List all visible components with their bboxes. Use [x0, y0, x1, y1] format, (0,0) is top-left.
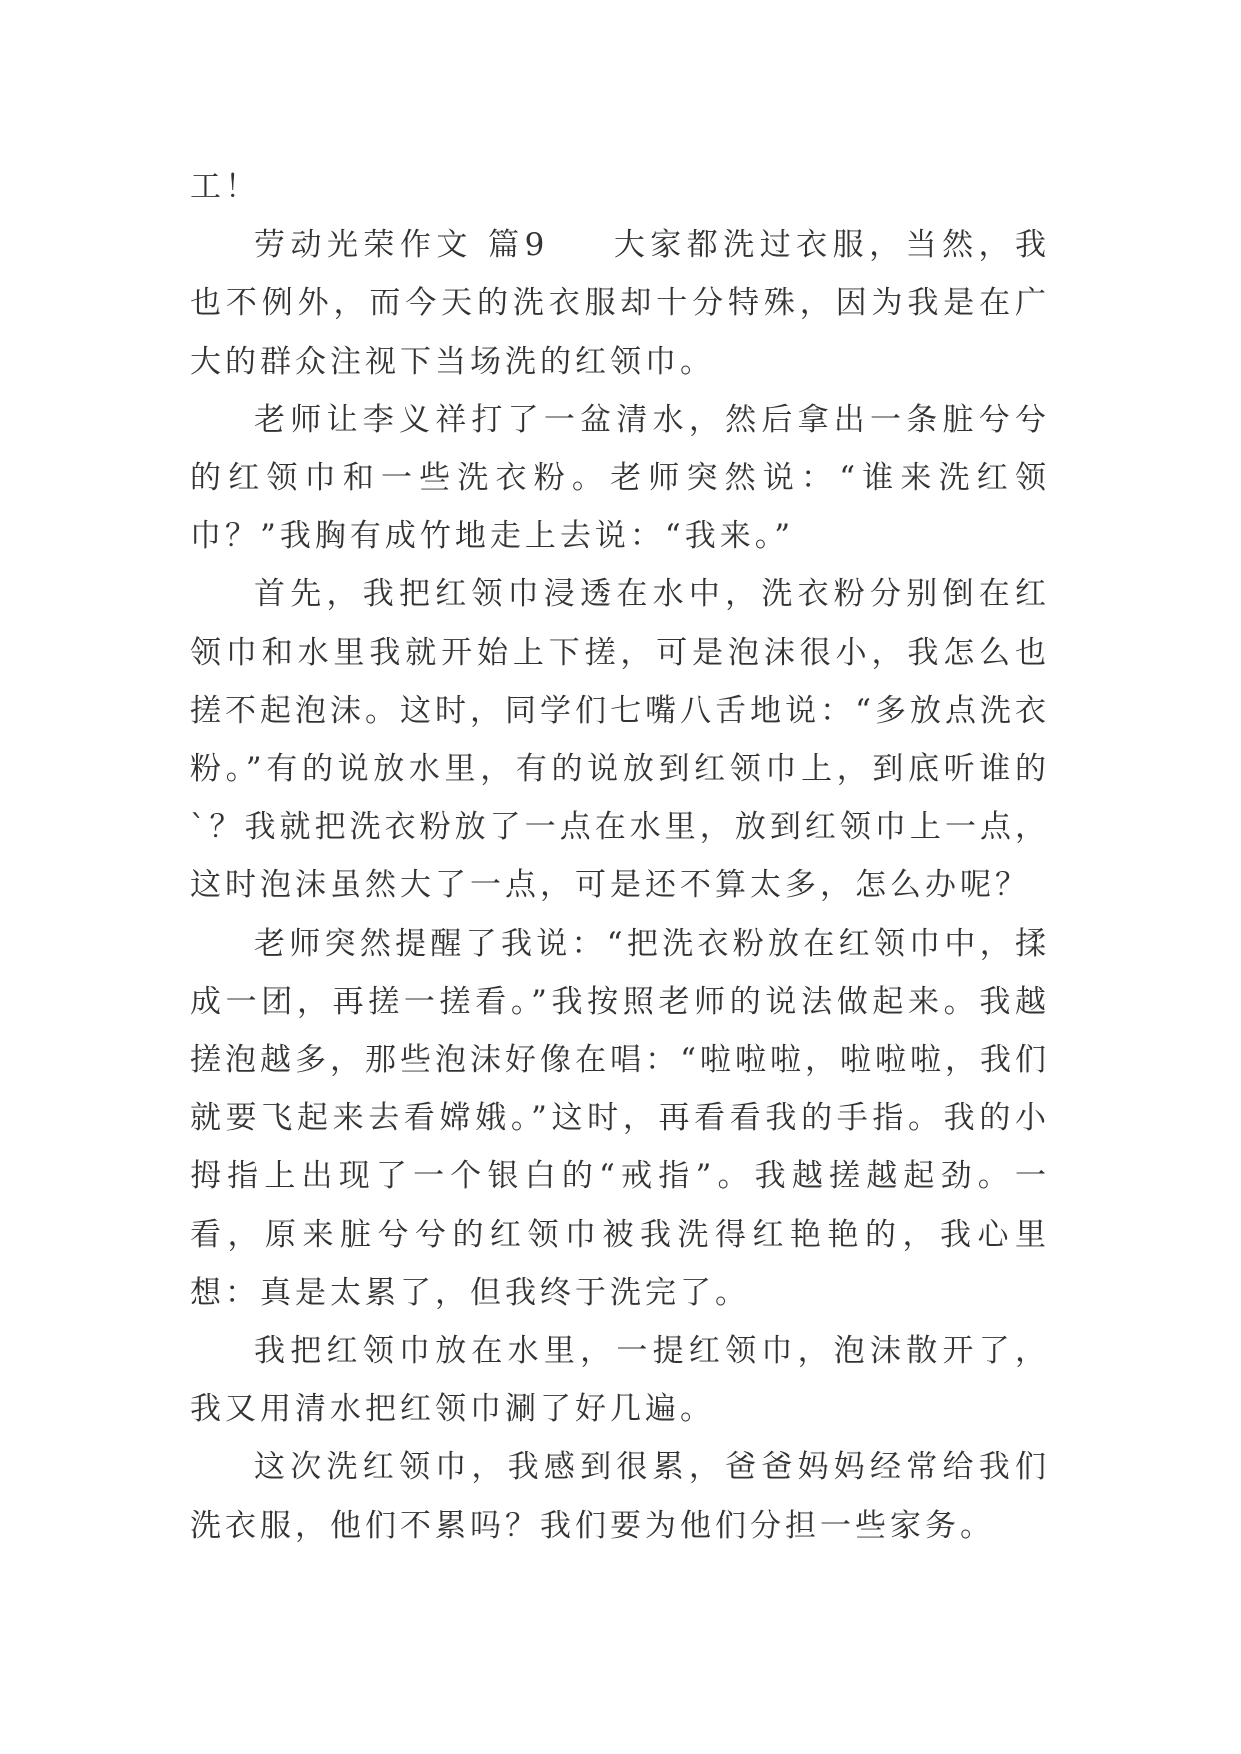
paragraph-conclusion: 这次洗红领巾，我感到很累，爸爸妈妈经常给我们洗衣服，他们不累吗？我们要为他们分担一些家务。 [190, 1449, 1050, 1544]
paragraph-text: 大家都洗过衣服，当然，我也不例外，而今天的洗衣服却十分特殊，因为我是在广大的群众注视下当场洗的红领巾。 [190, 227, 1051, 380]
paragraph-washing-first: 首先，我把红领巾浸透在水中，洗衣粉分别倒在红领巾和水里我就开始上下搓，可是泡沫很小，我怎么也搓不起泡沫。这时，同学们七嘴八舌地说：“多放点洗衣粉。”有的说放水里，有的说放到红领巾上，到底听谁的`？我就把洗衣粉放了一点在水里，放到红领巾上一点，这时泡沫虽然大了一点，可是还不算太多，怎么办呢？ [190, 576, 1050, 904]
paragraph-continuation: 工！ [190, 169, 260, 205]
paragraph-teacher-tip: 老师突然提醒了我说：“把洗衣粉放在红领巾中，揉成一团，再搓一搓看。”我按照老师的说法做起来。我越搓泡越多，那些泡沫好像在唱：“啦啦啦，啦啦啦，我们就要飞起来去看嫦娥。”这时，再看看我的手指。我的小拇指上出现了一个银白的“戒指”。我越搓越起劲。一看，原来脏兮兮的红领巾被我洗得红艳艳的，我心里想：真是太累了，但我终于洗完了。 [190, 925, 1050, 1311]
paragraph-teacher-request: 老师让李义祥打了一盆清水，然后拿出一条脏兮兮的红领巾和一些洗衣粉。老师突然说：“谁来洗红领巾？”我胸有成竹地走上去说：“我来。” [190, 401, 1050, 555]
document-body [190, 158, 1050, 1555]
paragraph-rinsing: 我把红领巾放在水里，一提红领巾，泡沫散开了，我又用清水把红领巾涮了好几遍。 [190, 1333, 1050, 1428]
essay-heading: 劳动光荣作文 篇9 [254, 227, 549, 264]
paragraph-essay-intro [190, 216, 1050, 391]
